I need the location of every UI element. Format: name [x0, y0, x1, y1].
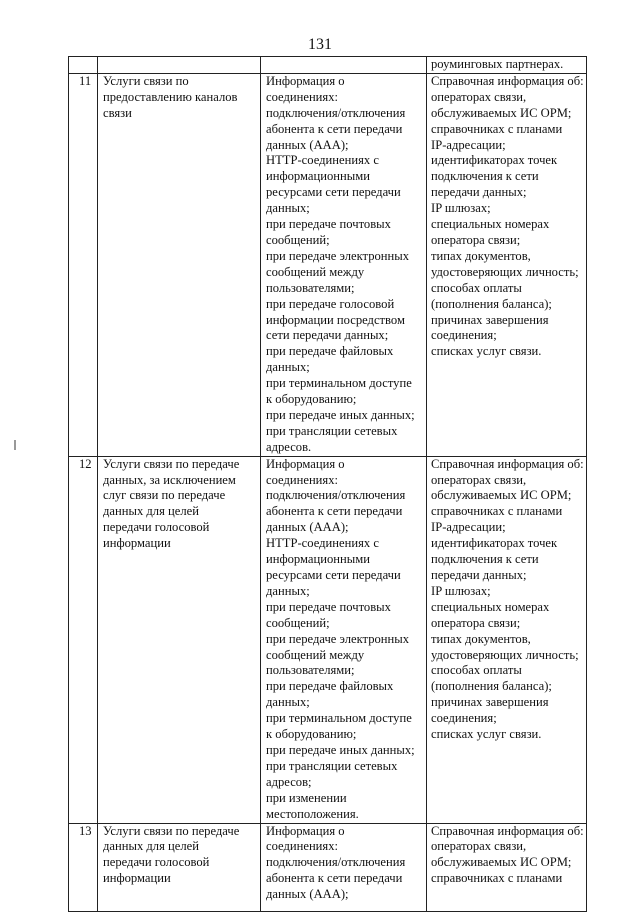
reference-line: IP шлюзах; [431, 201, 491, 216]
info-line: при передаче иных данных; [266, 407, 415, 422]
reference-line: соединения; [431, 711, 497, 726]
table-row [69, 823, 587, 911]
service-line: Услуги связи по передаче [103, 456, 240, 471]
reference-line: подключения к сети [431, 552, 539, 567]
info-line: данных; [266, 583, 310, 598]
reference-line: идентификаторах точек [431, 536, 558, 551]
info-line: при терминальном доступе [266, 711, 412, 726]
reference-line: способах оплаты [431, 663, 522, 678]
info-line: при трансляции сетевых [266, 758, 398, 773]
info-line: при передаче почтовых [266, 599, 391, 614]
reference-line: справочниках с планами [431, 504, 563, 519]
info-line: ресурсами сети передачи [266, 568, 401, 582]
connection-info-cell [261, 456, 427, 823]
service-line: передачи голосовой [103, 855, 210, 870]
info-line: Информация о [266, 823, 345, 838]
reference-line: (пополнения баланса); [431, 296, 552, 311]
info-line: данных; [266, 695, 310, 710]
info-line: сообщений; [266, 615, 330, 630]
reference-line: причинах завершения [431, 312, 549, 327]
reference-line: обслуживаемых ИС ОРМ; [431, 105, 572, 120]
info-line: соединениях: [266, 89, 339, 104]
reference-line: списках услуг связи. [431, 344, 542, 359]
reference-line: роуминговых партнерах. [431, 57, 564, 71]
page-number: 131 [308, 36, 332, 53]
row-number-cell: 11 [69, 73, 98, 456]
reference-line: удостоверяющих личность; [431, 647, 579, 662]
reference-line: обслуживаемых ИС ОРМ; [431, 488, 572, 503]
reference-line: Справочная информация об: [431, 73, 584, 88]
info-line: при передаче почтовых [266, 217, 391, 232]
info-line: при передаче голосовой [266, 296, 395, 311]
info-line: при терминальном доступе [266, 376, 412, 391]
service-name-cell [98, 823, 261, 911]
reference-line: обслуживаемых ИС ОРМ; [431, 855, 572, 870]
reference-line: передачи данных; [431, 568, 527, 582]
reference-info-cell [427, 456, 587, 823]
reference-line: соединения; [431, 328, 497, 343]
service-line: данных для целей [103, 839, 199, 854]
info-line: адресов; [266, 774, 312, 789]
info-line: сообщений между [266, 264, 365, 279]
reference-line: IP-адресации; [431, 520, 506, 535]
info-line: подключения/отключения [266, 105, 406, 120]
info-line: подключения/отключения [266, 488, 406, 503]
info-line: при передаче иных данных; [266, 742, 415, 757]
info-line: информационными [266, 552, 370, 567]
carryover-reference-cell [427, 57, 587, 74]
info-line: сообщений; [266, 232, 330, 247]
reference-line: типах документов, [431, 631, 531, 646]
row-number-cell: 12 [69, 456, 98, 823]
reference-line: идентификаторах точек [431, 153, 558, 168]
services-table [68, 56, 587, 912]
info-line: ресурсами сети передачи [266, 185, 401, 200]
info-line: при передаче файловых [266, 344, 394, 359]
reference-line: Справочная информация об: [431, 456, 584, 471]
reference-line: операторах связи, [431, 839, 527, 854]
info-line: данных (ААА); [266, 520, 349, 535]
connection-info-cell [261, 823, 427, 911]
scan-artifact [14, 440, 16, 450]
service-line: Услуги связи по передаче [103, 823, 240, 838]
info-line: абонента к сети передачи [266, 121, 403, 136]
reference-line: IP шлюзах; [431, 583, 491, 598]
reference-line: справочниках с планами [431, 871, 563, 886]
reference-line: операторах связи, [431, 89, 527, 104]
info-line: данных; [266, 201, 310, 216]
info-line: соединениях: [266, 472, 339, 487]
reference-line: причинах завершения [431, 695, 549, 710]
reference-line: подключения к сети [431, 169, 539, 184]
table-row [69, 456, 587, 823]
service-line: информации [103, 871, 171, 886]
info-line: сети передачи данных; [266, 328, 389, 343]
info-line: абонента к сети передачи [266, 871, 403, 886]
reference-line: Справочная информация об: [431, 823, 584, 838]
reference-line: способах оплаты [431, 280, 522, 295]
service-name-cell [98, 73, 261, 456]
row-number-cell: 13 [69, 823, 98, 911]
info-line: данных (ААА); [266, 137, 349, 152]
info-line: к оборудованию; [266, 727, 357, 742]
info-line: данных; [266, 360, 310, 375]
connection-info-cell [261, 73, 427, 456]
info-line: к оборудованию; [266, 392, 357, 407]
carryover-service-cell [98, 57, 261, 74]
reference-line: передачи данных; [431, 185, 527, 200]
info-line: при передаче файловых [266, 679, 394, 694]
service-name-cell [98, 456, 261, 823]
reference-line: оператора связи; [431, 232, 521, 247]
service-line: данных для целей [103, 504, 199, 519]
carryover-row [69, 57, 587, 74]
reference-line: типах документов, [431, 248, 531, 263]
service-line: передачи голосовой [103, 520, 210, 535]
info-line: адресов. [266, 439, 312, 454]
reference-info-cell [427, 73, 587, 456]
reference-line: специальных номерах [431, 599, 550, 614]
reference-line: оператора связи; [431, 615, 521, 630]
info-line: данных (ААА); [266, 887, 349, 902]
info-line: информации посредством [266, 312, 405, 327]
reference-line: IP-адресации; [431, 137, 506, 152]
info-line: подключения/отключения [266, 855, 406, 870]
carryover-info-cell [261, 57, 427, 74]
carryover-num-cell [69, 57, 98, 74]
reference-line: (пополнения баланса); [431, 679, 552, 694]
info-line: при трансляции сетевых [266, 423, 398, 438]
reference-info-cell [427, 823, 587, 911]
info-line: пользователями; [266, 280, 355, 295]
reference-line: специальных номерах [431, 217, 550, 232]
info-line: соединениях: [266, 839, 339, 854]
table-row [69, 73, 587, 456]
reference-line: удостоверяющих личность; [431, 264, 579, 279]
service-line: данных, за исключением [103, 472, 236, 487]
info-line: абонента к сети передачи [266, 504, 403, 519]
info-line: сообщений между [266, 647, 365, 662]
reference-line: операторах связи, [431, 472, 527, 487]
info-line: информационными [266, 169, 370, 184]
info-line: пользователями; [266, 663, 355, 678]
service-line: связи [103, 105, 132, 120]
info-line: при передаче электронных [266, 248, 410, 263]
info-line: HTTP-соединениях с [266, 536, 379, 551]
info-line: местоположения. [266, 806, 359, 821]
info-line: Информация о [266, 73, 345, 88]
reference-line: справочниках с планами [431, 121, 563, 136]
reference-line: списках услуг связи. [431, 727, 542, 742]
info-line: при передаче электронных [266, 631, 410, 646]
info-line: HTTP-соединениях с [266, 153, 379, 168]
service-line: слуг связи по передаче [103, 488, 226, 503]
service-line: предоставлению каналов [103, 89, 238, 104]
service-line: Услуги связи по [103, 73, 189, 88]
info-line: при изменении [266, 790, 347, 805]
info-line: Информация о [266, 456, 345, 471]
service-line: информации [103, 536, 171, 551]
